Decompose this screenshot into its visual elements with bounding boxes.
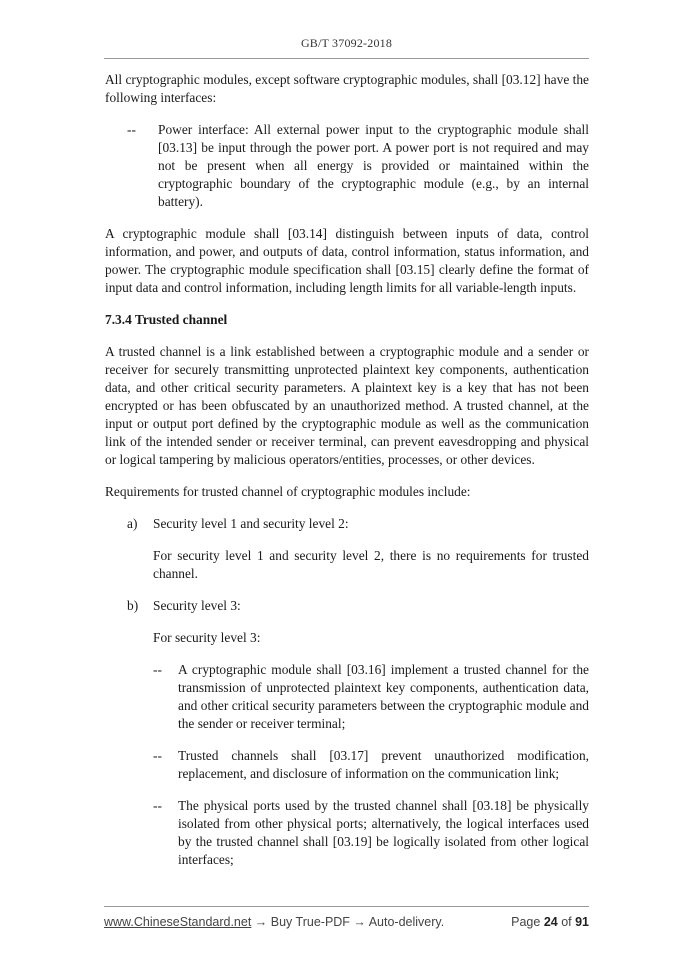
page-footer (104, 915, 589, 929)
sub-item-3 (153, 797, 589, 869)
page-label: Page (511, 915, 544, 929)
sub-item-2-text: Trusted channels shall [03.17] prevent unauthorized modification, replacement, and disclosure of information on the communication link; (178, 748, 589, 781)
footer-divider (104, 906, 589, 907)
power-interface-item (127, 121, 589, 211)
list-item-a-text: For security level 1 and security level 2, there is no requirements for trusted channel. (153, 548, 589, 581)
page-indicator (511, 915, 589, 929)
power-interface-text: Power interface: All external power input to the cryptographic module shall [03.13] be input through the power port. A power port is not required and may not be present when all energy is provided or maintained within the cryptographic boundary of the cryptographic module (e.g., by an internal battery). (158, 122, 589, 209)
page-total: 91 (575, 915, 589, 929)
section-heading: 7.3.4 Trusted channel (105, 312, 228, 327)
list-item-b (127, 597, 589, 615)
site-link[interactable]: www.ChineseStandard.net (104, 915, 252, 929)
list-marker-a: a) (127, 516, 138, 531)
list-marker-b: b) (127, 598, 139, 613)
sub-item-1 (153, 661, 589, 733)
page-header: GB/T 37092-2018 (300, 36, 393, 50)
dash-marker: -- (153, 662, 162, 677)
of-label: of (557, 915, 576, 929)
dash-marker: -- (153, 798, 162, 813)
page-number: 24 (543, 915, 558, 929)
list-item-b-title: Security level 3: (153, 598, 241, 613)
dash-marker: -- (153, 748, 162, 763)
intro-paragraph-1: All cryptographic modules, except software cryptographic modules, shall [03.12] have the following interfaces: (105, 72, 589, 105)
list-item-a (127, 515, 589, 533)
promo-text: → Buy True-PDF → Auto-delivery. (251, 915, 445, 929)
requirements-intro: Requirements for trusted channel of cryptographic modules include: (105, 484, 471, 499)
sub-item-1-text: A cryptographic module shall [03.16] implement a trusted channel for the transmission of unprotected plaintext key components, authentication data, and other critical security parameters between the cryptographic module and the sender or receiver terminal; (178, 662, 589, 731)
header-divider (104, 58, 589, 59)
list-item-a-title: Security level 1 and security level 2: (153, 516, 349, 531)
trusted-channel-definition: A trusted channel is a link established between a cryptographic module and a sender or receiver for securely transmitting unprotected plaintext key components, authentication data, and other critical security parameters. A plaintext key is a key that has not been encrypted or has been obfuscated by an unauthorized method. A trusted channel, at the input or output port defined by the cryptographic module as well as the communication link of the intended sender or receiver terminal, can prevent eavesdropping and physical or logical tampering by malicious operators/entities, processes, or other devices. (105, 344, 589, 467)
dash-marker: -- (127, 122, 136, 137)
page-body (105, 71, 589, 883)
sub-item-2 (153, 747, 589, 783)
list-item-b-text: For security level 3: (153, 630, 261, 645)
intro-paragraph-2: A cryptographic module shall [03.14] distinguish between inputs of data, control information, and power, and outputs of data, control information, status information, and power. The cryptographic module specification shall [03.15] clearly define the format of input data and control information, including length limits for all variable-length inputs. (105, 226, 589, 295)
footer-promo (104, 915, 444, 929)
sub-item-3-text: The physical ports used by the trusted channel shall [03.18] be physically isolated from other physical ports; alternatively, the logical interfaces used by the trusted channel shall [03.19] be logically isolated from other logical interfaces; (178, 798, 589, 867)
